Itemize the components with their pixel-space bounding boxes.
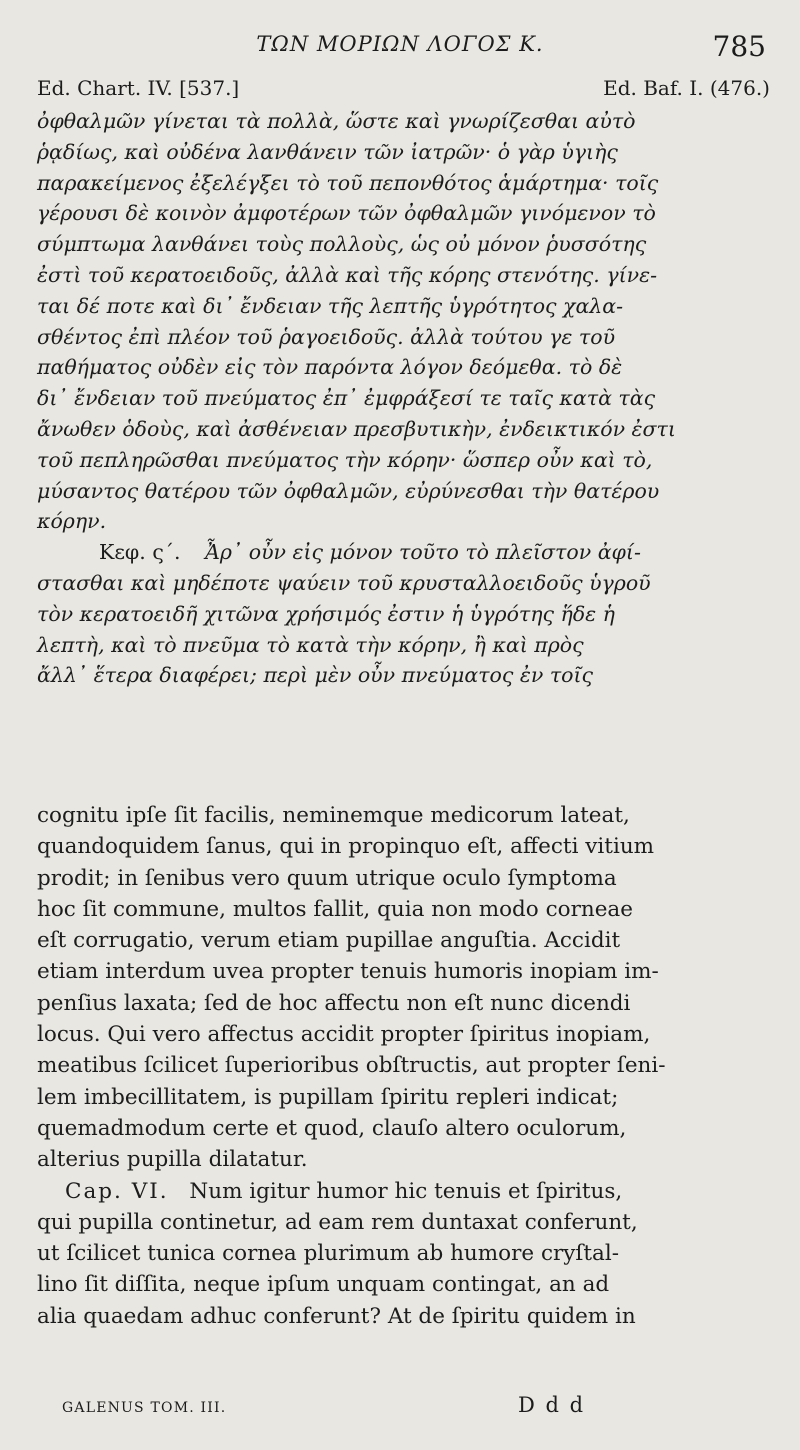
latin-chapter-label: Cap. VI.	[65, 1178, 169, 1204]
latin-line: penſius laxata; ſed de hoc affectu non eſt nunc dicendi	[37, 990, 631, 1016]
greek-line: τοῦ πεπληρῶσθαι πνεύματος τὴν κόρην· ὥσπερ οὖν καὶ τὸ,	[37, 447, 653, 472]
latin-line: quandoquidem ſanus, qui in propinquo eſt, affecti vitium	[37, 834, 655, 860]
greek-line: δι᾽ ἔνδειαν τοῦ πνεύματος ἐπ᾽ ἐμφράξεσί τε ταῖς κατὰ τὰς	[37, 386, 656, 411]
greek-line: τὸν κερατοειδῆ χιτῶνα χρήσιμός ἐστιν ἡ ὑγρότης ἥδε ἡ	[37, 601, 615, 626]
greek-line: ῥᾳδίως, καὶ οὐδένα λανθάνειν τῶν ἰατρῶν· ὁ γὰρ ὑγιὴς	[37, 139, 618, 164]
greek-line: Ἆρ᾽ οὖν εἰς μόνον τοῦτο τὸ πλεῖστον ἀφί-	[205, 540, 641, 565]
greek-text-block	[37, 106, 767, 691]
greek-line: σθέντος ἐπὶ πλέον τοῦ ῥαγοειδοῦς. ἀλλὰ τούτου γε τοῦ	[37, 324, 616, 349]
edition-reference-left: Ed. Chart. IV. [537.]	[37, 76, 240, 100]
greek-line: στασθαι καὶ μηδέποτε ψαύειν τοῦ κρυσταλλοειδοῦς ὑγροῦ	[37, 570, 651, 595]
latin-line: etiam interdum uvea propter tenuis humoris inopiam im-	[37, 959, 659, 985]
greek-line: παρακείμενος ἐξελέγξει τὸ τοῦ πεπονθότος ἁμάρτημα· τοῖς	[37, 170, 659, 195]
latin-line: locus. Qui vero affectus accidit propter ſpiritus inopiam,	[37, 1022, 651, 1048]
greek-line: μύσαντος θατέρου τῶν ὀφθαλμῶν, εὐρύνεσθαι τὴν θατέρου	[37, 478, 660, 503]
greek-line: σύμπτωμα λανθάνει τοὺς πολλοὺς, ὡς οὐ μόνον ῥυσσότης	[37, 232, 647, 257]
greek-line: ὀφθαλμῶν γίνεται τὰ πολλὰ, ὥστε καὶ γνωρίζεσθαι αὐτὸ	[37, 109, 636, 133]
greek-line: ἄλλ᾽ ἕτερα διαφέρει; περὶ μὲν οὖν πνεύματος ἐν τοῖς	[37, 663, 594, 688]
latin-line: ut ſcilicet tunica cornea plurimum ab humore cryſtal-	[37, 1241, 619, 1267]
latin-line: hoc ſit commune, multos fallit, quia non modo corneae	[37, 896, 633, 922]
greek-line: ἐστὶ τοῦ κερατοειδοῦς, ἀλλὰ καὶ τῆς κόρης στενότης. γίνε-	[37, 262, 657, 287]
greek-line: κόρην.	[37, 509, 107, 534]
latin-line: qui pupilla continetur, ad eam rem duntaxat conferunt,	[37, 1209, 638, 1235]
greek-line: γέρουσι δὲ κοινὸν ἀμφοτέρων τῶν ὀφθαλμῶν γινόμενον τὸ	[37, 201, 656, 226]
latin-line: eſt corrugatio, verum etiam pupillae anguſtia. Accidit	[37, 928, 621, 954]
signature-mark: D d d	[518, 1393, 586, 1417]
latin-line: lem imbecillitatem, is pupillam ſpiritu repleri indicat;	[37, 1084, 619, 1110]
greek-line: παθήματος οὐδὲν εἰς τὸν παρόντα λόγον δεόμεθα. τὸ δὲ	[37, 355, 623, 380]
printer-signature: GALENUS TOM. III.	[62, 1400, 227, 1416]
latin-line: alia quaedam adhuc conferunt? At de ſpiritu quidem in	[37, 1303, 636, 1329]
greek-line: ται δέ ποτε καὶ δι᾽ ἔνδειαν τῆς λεπτῆς ὑγρότητος χαλα-	[37, 293, 624, 318]
latin-line: quemadmodum certe et quod, clauſo altero oculorum,	[37, 1115, 627, 1141]
latin-line: alterius pupilla dilatatur.	[37, 1147, 308, 1173]
page-number: 785	[712, 30, 766, 63]
running-title: ΤΩΝ ΜΟΡΙΩΝ ΛΟΓΟΣ Κ.	[256, 32, 544, 56]
latin-line: cognitu ipſe ſit facilis, neminemque medicorum lateat,	[37, 803, 630, 828]
greek-chapter-label: Κεφ. ς΄.	[99, 540, 181, 565]
latin-line: Num igitur humor hic tenuis et ſpiritus,	[189, 1178, 623, 1204]
greek-line: λεπτὴ, καὶ τὸ πνεῦμα τὸ κατὰ τὴν κόρην, ἢ καὶ πρὸς	[37, 632, 584, 657]
greek-line: ἄνωθεν ὁδοὺς, καὶ ἀσθένειαν πρεσβυτικὴν, ἐνδεικτικόν ἐστι	[37, 416, 676, 441]
latin-chapter-first-line	[37, 1176, 767, 1207]
latin-line: lino ſit diſſita, neque ipſum unquam contingat, an ad	[37, 1272, 610, 1298]
latin-line: prodit; in ſenibus vero quum utrique oculo ſymptoma	[37, 865, 617, 891]
edition-reference-right: Ed. Baf. I. (476.)	[603, 76, 770, 100]
greek-chapter-first-line	[37, 537, 767, 568]
latin-line: meatibus ſcilicet ſuperioribus obſtructis, aut propter ſeni-	[37, 1053, 666, 1079]
latin-text-block	[37, 800, 767, 1332]
